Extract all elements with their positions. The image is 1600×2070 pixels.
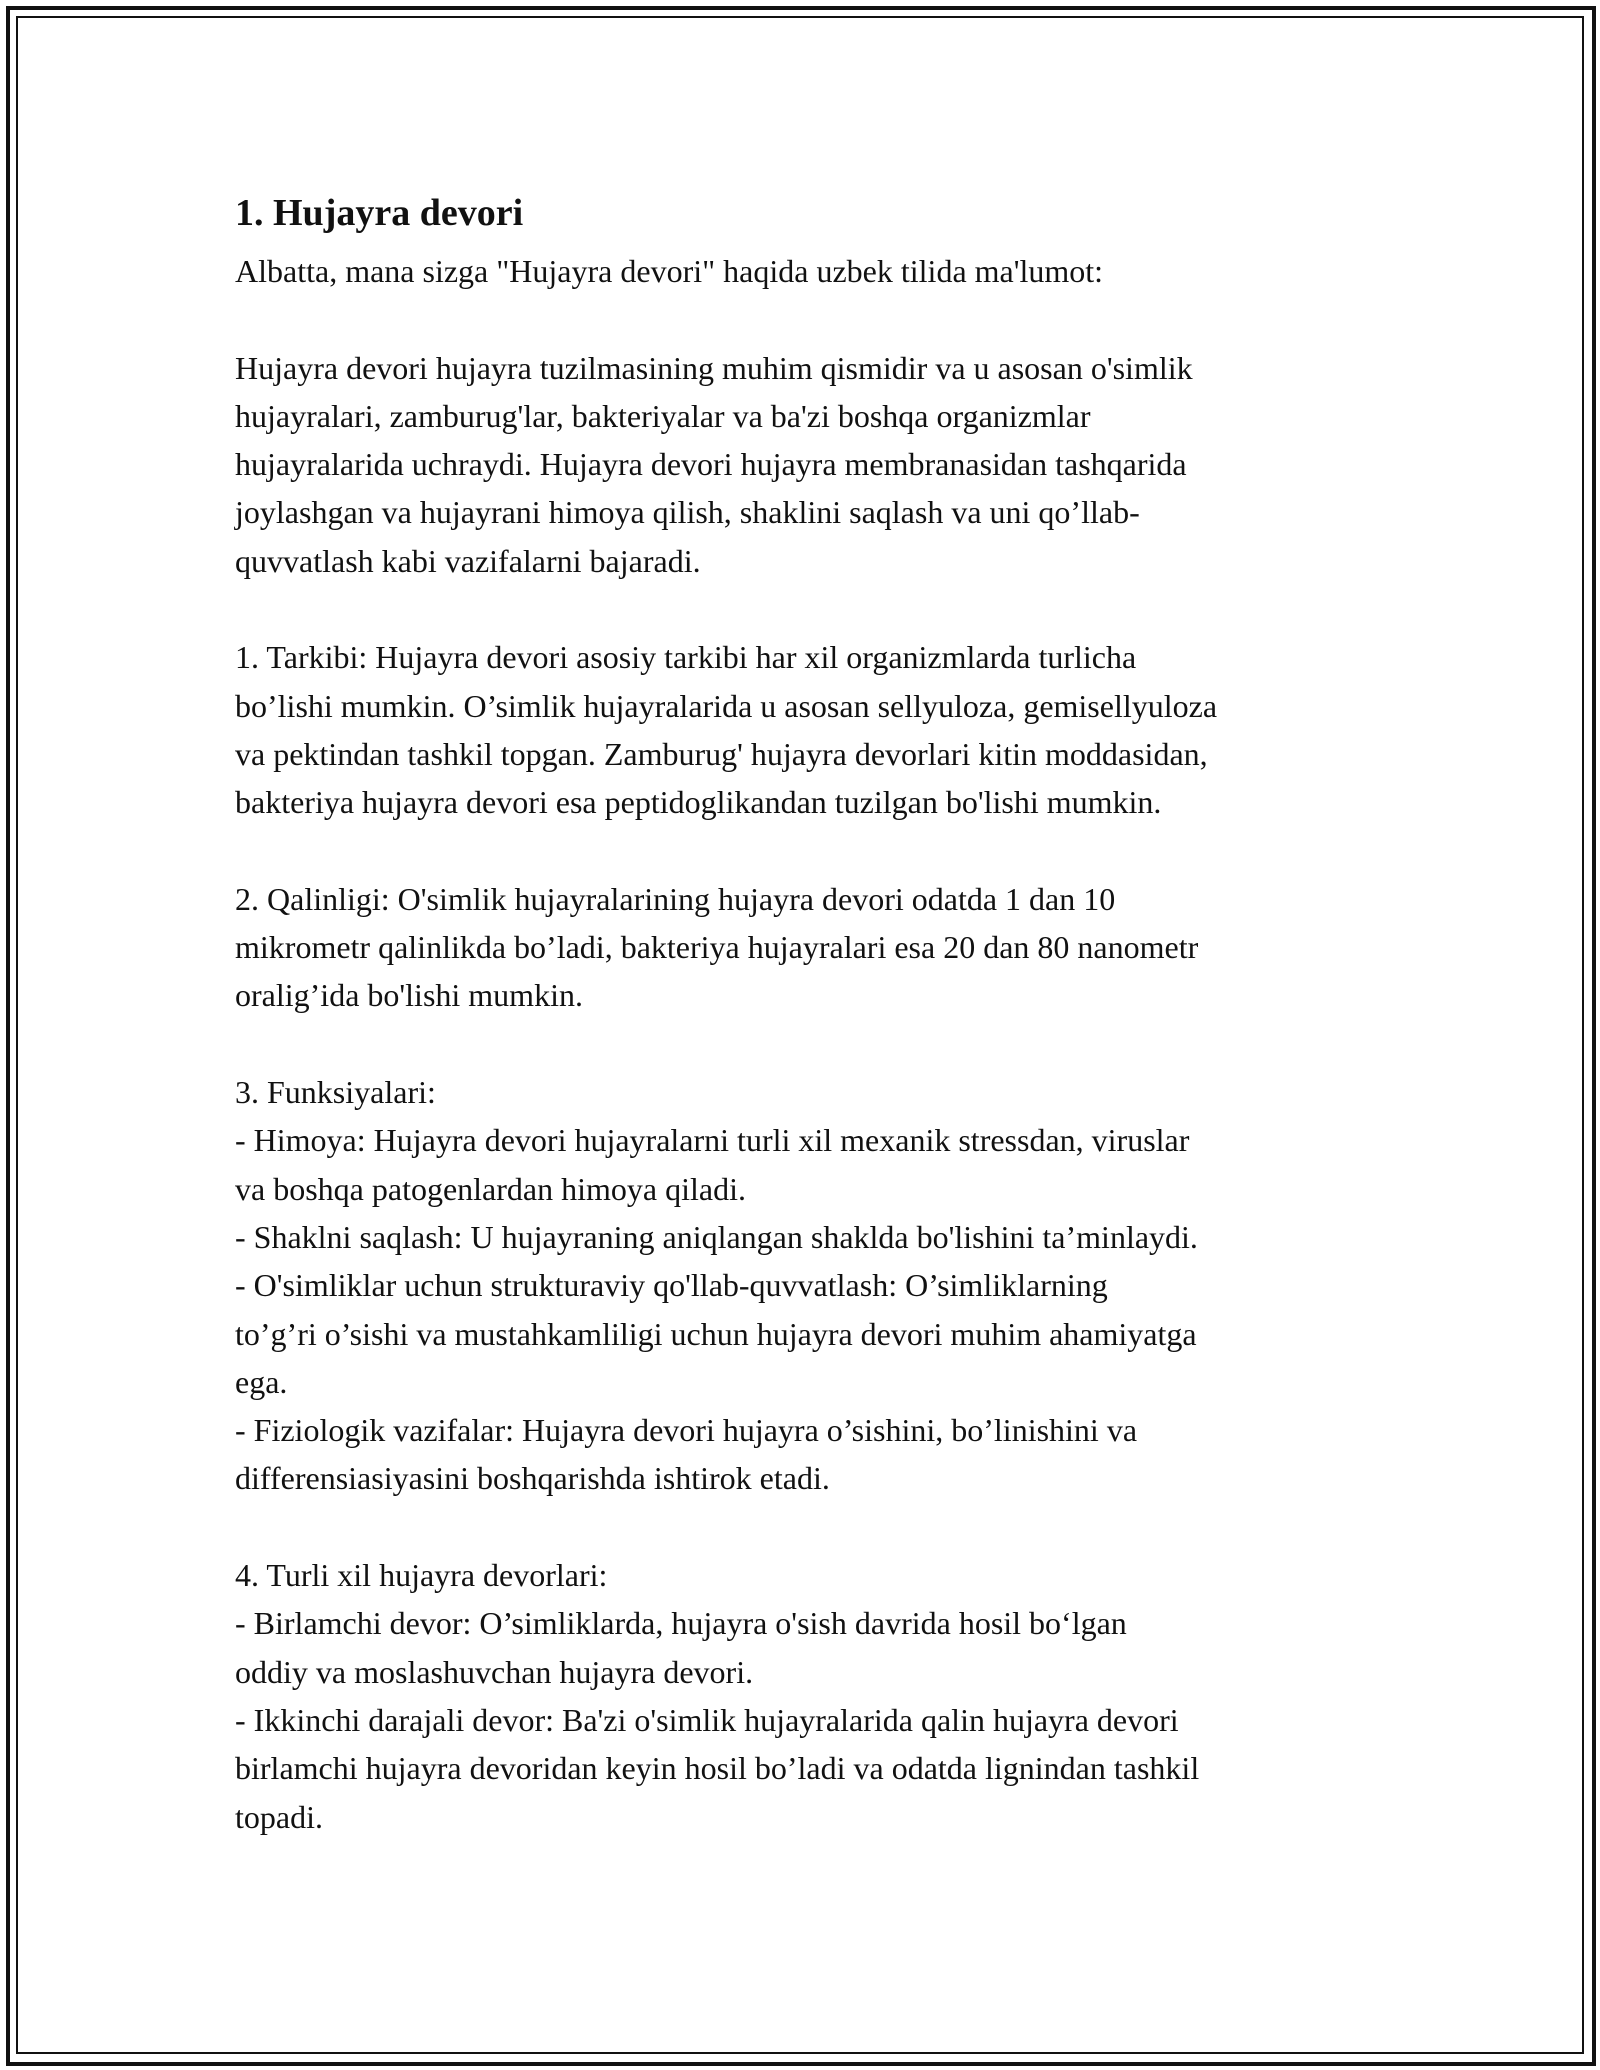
document-content — [235, 187, 1385, 1841]
document-body: Albatta, mana sizga "Hujayra devori" haqida uzbek tilida ma'lumot: Hujayra devori hujayra tuzilmasining muhim qismidir va u asosan o'simlik hujayralari, zamburug'lar, bakteriyalar va ba'zi boshqa organizmlar hujayralarida uchraydi. Hujayra devori hujayra membranasidan tashqarida joylashgan va hujayrani himoya qilish, shaklini saqlash va uni qo’llab- quvvatlash kabi vazifalarni bajaradi. 1. Tarkibi: Hujayra devori asosiy tarkibi har xil organizmlarda turlicha bo’lishi mumkin. O’simlik hujayralarida u asosan sellyuloza, gemisellyuloza va pektindan tashkil topgan. Zamburug' hujayra devorlari kitin moddasidan, bakteriya hujayra devori esa peptidoglikandan tuzilgan bo'lishi mumkin. 2. Qalinligi: O'simlik hujayralarining hujayra devori odatda 1 dan 10 mikrometr qalinlikda bo’ladi, bakteriya hujayralari esa 20 dan 80 nanometr oralig’ida bo'lishi mumkin. 3. Funksiyalari: - Himoya: Hujayra devori hujayralarni turli xil mexanik stressdan, viruslar va boshqa patogenlardan himoya qiladi. - Shaklni saqlash: U hujayraning aniqlangan shaklda bo'lishini ta’minlaydi. - O'simliklar uchun strukturaviy qo'llab-quvvatlash: O’simliklarning to’g’ri o’sishi va mustahkamliligi uchun hujayra devori muhim ahamiyatga ega. - Fiziologik vazifalar: Hujayra devori hujayra o’sishini, bo’linishini va differensiasiyasini boshqarishda ishtirok etadi. 4. Turli xil hujayra devorlari: - Birlamchi devor: O’simliklarda, hujayra o'sish davrida hosil bo‘lgan oddiy va moslashuvchan hujayra devori. - Ikkinchi darajali devor: Ba'zi o'simlik hujayralarida qalin hujayra devori birlamchi hujayra devoridan keyin hosil bo’ladi va odatda lignindan tashkil topadi. — [235, 253, 1218, 1835]
document-title: 1. Hujayra devori — [235, 192, 524, 234]
